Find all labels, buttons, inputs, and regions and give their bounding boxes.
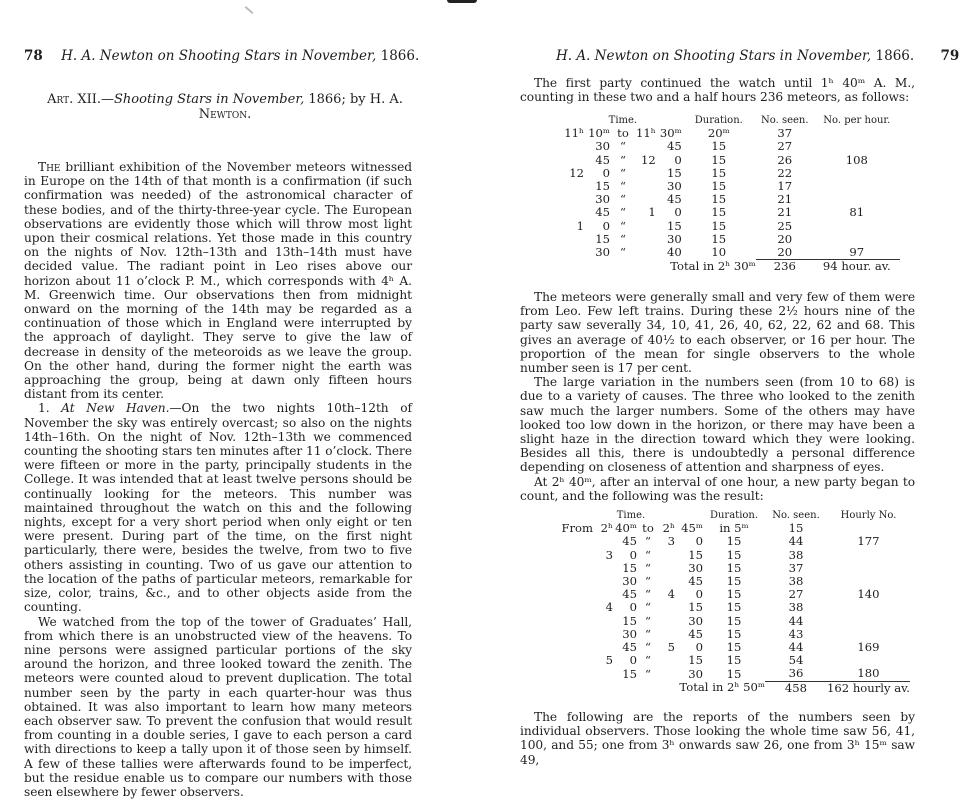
hourly-number (827, 615, 910, 628)
table-header (564, 114, 900, 127)
start-minute: 30 (613, 628, 637, 641)
total-rate: 162 hourly av. (827, 681, 910, 695)
end-minute: 0 (656, 154, 682, 167)
second-party-table (559, 509, 910, 695)
rate-per-hour: 108 (814, 154, 900, 167)
end-hour (659, 615, 675, 628)
number-seen: 25 (756, 220, 814, 233)
end-hour (659, 601, 675, 614)
right-page (464, 0, 928, 760)
running-head-year: 1866. (876, 48, 915, 64)
total-row (559, 681, 910, 695)
end-minute: 15 (656, 220, 682, 233)
start-hour: 11ʰ (564, 127, 584, 140)
rate-per-hour: 81 (814, 206, 900, 219)
end-minute: 0 (656, 206, 682, 219)
start-minute: 15 (613, 615, 637, 628)
to-mark: “ (610, 233, 636, 246)
rate-per-hour (814, 180, 900, 193)
start-minute: 15 (613, 562, 637, 575)
duration: 15 (703, 588, 765, 601)
number-seen: 36 (765, 667, 827, 681)
running-head-title: H. A. Newton on Shooting Stars in November, (61, 48, 376, 64)
first-party-table (564, 114, 900, 273)
table-row (564, 246, 900, 260)
col-rate: Hourly No. (827, 509, 910, 522)
hourly-number: 140 (827, 588, 910, 601)
to-mark: “ (610, 193, 636, 206)
number-seen: 44 (765, 535, 827, 548)
duration: 15 (703, 535, 765, 548)
start-minute: 15 (584, 233, 610, 246)
end-hour: 3 (659, 535, 675, 548)
hourly-number: 180 (827, 667, 910, 681)
paragraph-text: —On the two nights 10th–12th of November the sky was entirely overcast; so also on the nights 14th–16th. On the night of Nov. 12th–13th we commenced counting the shooting stars ten minutes after 11 o’clock. There were fifteen or more in the party, principally students in the College. It was intended that at least twelve persons should be continually looking for the meteors. This number was maintained throughout the watch on this and the following nights, except for a very short period when only eight or ten were present. During part of the time, on the first night particularly, there were, besides the twelve, from two to five others assisting in counting. Two of us gave our attention to the location of the paths of particular meteors, remarkable for size, color, trains, &c., and to other objects aside from the counting. (24, 401, 412, 614)
end-hour (636, 167, 656, 180)
start-minute: 30 (584, 140, 610, 153)
col-time: Time. (564, 114, 682, 127)
start-minute: 45 (613, 641, 637, 654)
start-hour (593, 575, 613, 588)
number-seen: 22 (756, 167, 814, 180)
start-minute: 10ᵐ (584, 127, 610, 140)
start-hour (593, 667, 613, 681)
start-minute: 45 (584, 206, 610, 219)
to-mark: “ (610, 167, 636, 180)
to-mark: “ (637, 615, 659, 628)
to-mark: “ (637, 667, 659, 681)
to-mark: “ (637, 641, 659, 654)
number-seen: 26 (756, 154, 814, 167)
end-minute: 30 (656, 180, 682, 193)
discussion-text (520, 290, 915, 503)
table-row (559, 549, 910, 562)
paragraph-text: We watched from the top of the tower of Graduates’ Hall, from which there is an unobstructed view of the heavens. To nine persons were assigned particular portions of the sky around the horizon, and three looked toward the zenith. The meteors were counted aloud to prevent duplication. The total number seen by the party in each quarter-hour was thus obtained. It was also important to learn how many meteors each observer saw. To prevent the confusion that would result from counting in a double series, I gave to each person a card with directions to keep a tally upon it of those seen by himself. A few of these tallies were afterwards found to be imperfect, but the residue enable us to compare our numbers with those seen elsewhere by fewer observers. (24, 615, 412, 799)
col-duration: Duration. (703, 509, 765, 522)
duration: 15 (682, 233, 756, 246)
paragraph-text: The first party continued the watch until 1ʰ 40ᵐ A. M., counting in these two and a half hours 236 meteors, as follows: (520, 76, 915, 104)
col-rate: No. per hour. (814, 114, 900, 127)
from-label (559, 575, 593, 588)
start-hour (593, 628, 613, 641)
end-minute: 30ᵐ (656, 127, 682, 140)
start-minute: 0 (584, 167, 610, 180)
end-hour (659, 654, 675, 667)
duration: 15 (703, 641, 765, 654)
number-seen: 27 (765, 588, 827, 601)
col-seen: No. seen. (765, 509, 827, 522)
running-head-right (556, 48, 959, 64)
number-seen: 38 (765, 575, 827, 588)
total-seen: 458 (765, 681, 827, 695)
number-seen: 20 (756, 246, 814, 260)
end-minute: 0 (675, 535, 703, 548)
to-mark: “ (637, 601, 659, 614)
to-mark: “ (637, 562, 659, 575)
end-hour: 4 (659, 588, 675, 601)
start-minute: 0 (613, 654, 637, 667)
total-row (564, 260, 900, 274)
number-seen: 17 (756, 180, 814, 193)
from-label (559, 628, 593, 641)
rate-per-hour: 97 (814, 246, 900, 260)
end-minute: 45 (656, 140, 682, 153)
to-mark: “ (610, 154, 636, 167)
to-mark: “ (610, 180, 636, 193)
to-mark: “ (610, 206, 636, 219)
table-row (559, 667, 910, 681)
start-hour (564, 233, 584, 246)
duration: 15 (703, 549, 765, 562)
paragraph (24, 160, 412, 401)
total-label: Total in 2ʰ 50ᵐ (559, 681, 765, 695)
end-hour (659, 667, 675, 681)
section-number: 1. (38, 401, 61, 415)
end-hour: 2ʰ (659, 522, 675, 535)
closing-paragraph (520, 710, 915, 767)
article-title (40, 92, 410, 122)
number-seen: 37 (765, 562, 827, 575)
end-minute: 30 (675, 562, 703, 575)
to-mark: “ (637, 535, 659, 548)
number-seen: 54 (765, 654, 827, 667)
left-page (0, 0, 464, 760)
duration: 15 (682, 154, 756, 167)
number-seen: 38 (765, 601, 827, 614)
paragraph-text: At 2ʰ 40ᵐ, after an interval of one hour, a new party began to count, and the following was the result: (520, 475, 915, 503)
drop-lead: The (38, 160, 60, 174)
paragraph-text: The following are the reports of the numbers seen by individual observers. Those looking the whole time saw 56, 41, 100, and 55; one from 3ʰ onwards saw 26, one from 3ʰ 15ᵐ saw 49, (520, 710, 915, 767)
duration: 15 (682, 167, 756, 180)
to-mark: “ (610, 220, 636, 233)
duration: 15 (682, 140, 756, 153)
end-hour (659, 562, 675, 575)
rate-per-hour (814, 140, 900, 153)
paragraph (24, 401, 412, 614)
total-seen: 236 (756, 260, 814, 274)
to-mark: “ (637, 588, 659, 601)
end-minute: 15 (675, 549, 703, 562)
to-mark: “ (637, 628, 659, 641)
number-seen: 44 (765, 641, 827, 654)
end-hour (659, 549, 675, 562)
to-mark: to (610, 127, 636, 140)
end-minute: 30 (656, 233, 682, 246)
page-number: 78 (24, 48, 43, 64)
page-number: 79 (940, 48, 959, 64)
duration: 15 (703, 628, 765, 641)
end-minute: 15 (675, 601, 703, 614)
article-number: Art. XII.— (47, 92, 114, 107)
end-minute: 0 (675, 588, 703, 601)
duration: 15 (682, 206, 756, 219)
to-mark: “ (610, 246, 636, 260)
start-hour: 5 (593, 654, 613, 667)
total-label: Total in 2ʰ 30ᵐ (564, 260, 756, 274)
start-hour: 12 (564, 167, 584, 180)
from-label (559, 549, 593, 562)
end-minute: 45 (675, 575, 703, 588)
col-duration: Duration. (682, 114, 756, 127)
end-hour: 1 (636, 206, 656, 219)
start-minute: 15 (613, 667, 637, 681)
start-hour (564, 193, 584, 206)
to-mark: “ (610, 140, 636, 153)
number-seen: 21 (756, 193, 814, 206)
paragraph (24, 615, 412, 799)
duration: 15 (703, 601, 765, 614)
rate-per-hour (814, 167, 900, 180)
start-minute: 45 (613, 588, 637, 601)
running-head-title: H. A. Newton on Shooting Stars in November, (556, 48, 871, 64)
from-label (559, 562, 593, 575)
duration: 15 (703, 654, 765, 667)
table-row (564, 167, 900, 180)
duration: 15 (703, 562, 765, 575)
hourly-number (827, 601, 910, 614)
end-minute: 45 (656, 193, 682, 206)
start-minute: 0 (613, 549, 637, 562)
number-seen: 20 (756, 233, 814, 246)
start-hour: 4 (593, 601, 613, 614)
end-hour (636, 180, 656, 193)
table-row (564, 154, 900, 167)
table-row (564, 140, 900, 153)
end-minute: 15 (675, 654, 703, 667)
from-label: From (559, 522, 593, 535)
table-row (564, 220, 900, 233)
number-seen: 37 (756, 127, 814, 140)
start-minute: 40ᵐ (613, 522, 637, 535)
start-hour (564, 140, 584, 153)
start-hour (593, 562, 613, 575)
number-seen: 38 (765, 549, 827, 562)
start-hour: 3 (593, 549, 613, 562)
end-minute: 45 (675, 628, 703, 641)
start-minute: 45 (613, 535, 637, 548)
duration: 15 (682, 220, 756, 233)
paragraph-text: brilliant exhibition of the November meteors witnessed in Europe on the 14th of that month is a confirmation (if such confirmation was needed) of the astronomical character of these bodies, and of the thirty-three-year cycle. The European observations are evidently those which will throw most light upon their cosmical relations. Yet those made in this country on the nights of Nov. 12th–13th and 13th–14th must have decided value. The radiant point in Leo rises above our horizon about 11 o’clock P. M., which corresponds with 4ʰ A. M. Greenwich time. Our observations then from midnight onward on the morning of the 14th may be regarded as a continuation of those which in England were interrupted by the approach of daylight. They serve to give the law of decrease in density of the meteoroids as we leave the group. On the other hand, during the former night the earth was approaching the group, being at dawn only fifteen hours distant from its center. (24, 160, 412, 401)
end-hour: 12 (636, 154, 656, 167)
end-minute: 30 (675, 615, 703, 628)
start-hour (593, 615, 613, 628)
start-minute: 0 (613, 601, 637, 614)
number-seen: 44 (765, 615, 827, 628)
start-hour (593, 535, 613, 548)
hourly-number: 169 (827, 641, 910, 654)
to-mark: “ (637, 654, 659, 667)
table-row (559, 615, 910, 628)
start-hour: 1 (564, 220, 584, 233)
duration: 10 (682, 246, 756, 260)
duration: 15 (703, 575, 765, 588)
start-minute: 30 (584, 193, 610, 206)
end-minute: 40 (656, 246, 682, 260)
section-heading: At New Haven. (61, 401, 169, 415)
from-label (559, 667, 593, 681)
from-label (559, 535, 593, 548)
number-seen: 21 (756, 206, 814, 219)
number-seen: 43 (765, 628, 827, 641)
running-head-left (24, 48, 419, 64)
table-row (564, 127, 900, 140)
end-hour (636, 233, 656, 246)
col-seen: No. seen. (756, 114, 814, 127)
number-seen: 27 (756, 140, 814, 153)
start-minute: 30 (584, 246, 610, 260)
from-label (559, 654, 593, 667)
article-author: Newton. (199, 107, 252, 122)
total-rate: 94 hour. av. (814, 260, 900, 274)
col-time: Time. (559, 509, 703, 522)
to-mark: “ (637, 575, 659, 588)
end-hour (636, 140, 656, 153)
end-minute: 30 (675, 667, 703, 681)
paragraph-text: The large variation in the numbers seen (from 10 to 68) is due to a variety of causes. The three who looked to the zenith saw much the larger numbers. Some of the others may have looked too low down in the horizon, or there may have been a slight haze in the direction toward which they were looking. Besides all this, there is undoubtedly a personal difference depending on closeness of attention and sharpness of eyes. (520, 375, 915, 474)
from-label (559, 601, 593, 614)
start-hour (564, 206, 584, 219)
article-title-rest: 1866; by H. A. (304, 92, 403, 107)
to-mark: “ (637, 549, 659, 562)
running-head-year: 1866. (381, 48, 420, 64)
end-hour (636, 246, 656, 260)
start-hour (564, 180, 584, 193)
end-minute: 0 (675, 641, 703, 654)
left-body (24, 160, 412, 799)
hourly-number (827, 549, 910, 562)
article-title-italic: Shooting Stars in November, (114, 92, 304, 107)
table-row (559, 535, 910, 548)
hourly-number (827, 562, 910, 575)
start-hour (564, 246, 584, 260)
end-minute: 45ᵐ (675, 522, 703, 535)
table-row (564, 180, 900, 193)
duration: 15 (682, 180, 756, 193)
hourly-number: 177 (827, 535, 910, 548)
start-minute: 45 (584, 154, 610, 167)
end-minute: 15 (656, 167, 682, 180)
end-hour: 11ʰ (636, 127, 656, 140)
duration: in 5ᵐ (703, 522, 765, 535)
duration: 15 (703, 667, 765, 681)
start-hour (564, 154, 584, 167)
start-minute: 30 (613, 575, 637, 588)
duration: 15 (682, 193, 756, 206)
table-row (559, 601, 910, 614)
intro-paragraph (520, 76, 915, 104)
to-mark: to (637, 522, 659, 535)
number-seen: 15 (765, 522, 827, 535)
duration: 15 (703, 615, 765, 628)
from-label (559, 641, 593, 654)
paragraph-text: The meteors were generally small and very few of them were from Leo. Few left trains. During these 2½ hours nine of the party saw severally 34, 10, 41, 26, 40, 62, 22, 62 and 68. This gives an average of 40½ to each observer, or 16 per hour. The proportion of the mean for single observers to the whole number seen is 17 per cent. (520, 290, 915, 375)
end-hour: 5 (659, 641, 675, 654)
start-minute: 15 (584, 180, 610, 193)
from-label (559, 615, 593, 628)
rate-per-hour (814, 220, 900, 233)
start-minute: 0 (584, 220, 610, 233)
from-label (559, 588, 593, 601)
end-hour (636, 220, 656, 233)
duration: 20ᵐ (682, 127, 756, 140)
rate-per-hour (814, 127, 900, 140)
table-row (564, 206, 900, 219)
start-hour: 2ʰ (593, 522, 613, 535)
